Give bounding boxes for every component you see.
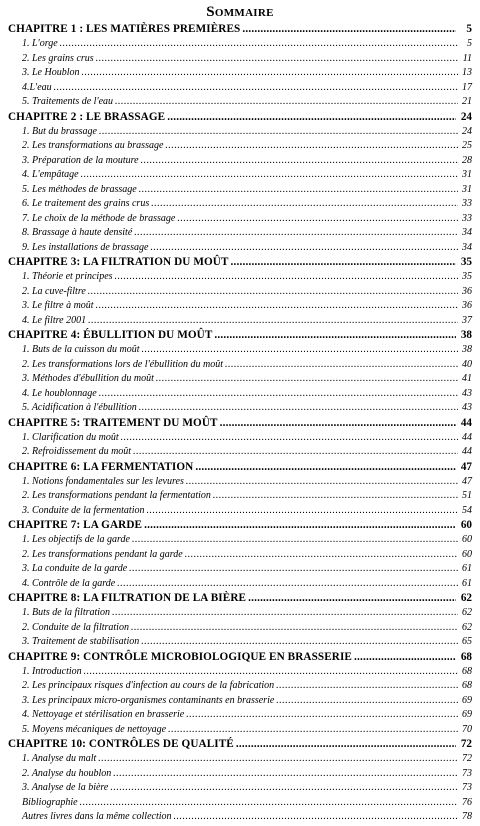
toc-entry[interactable] [8, 548, 472, 563]
entry-page-number: 78 [462, 811, 472, 822]
entry-page-number: 47 [462, 475, 472, 487]
entry-page-number: 21 [462, 96, 472, 107]
chapter-page-number: 68 [460, 650, 472, 663]
chapter-heading[interactable] [8, 110, 472, 125]
entry-title: 3. Traitement de stabilisation [22, 636, 140, 647]
dot-leader [185, 548, 458, 563]
toc-entry[interactable] [8, 767, 472, 782]
entry-page-number: 25 [462, 140, 472, 151]
entry-page-number: 17 [462, 81, 472, 93]
toc-entry[interactable] [8, 810, 472, 825]
entry-title: 2. Conduite de la filtration [22, 621, 129, 633]
toc-entry[interactable] [8, 52, 472, 67]
toc-entry[interactable] [8, 387, 472, 402]
dot-leader [115, 270, 458, 285]
dot-leader [276, 679, 458, 694]
dot-leader [88, 314, 458, 329]
dot-leader [112, 606, 458, 621]
dot-leader [213, 489, 458, 504]
dot-leader [81, 168, 458, 183]
entry-title: 1. Clarification du moût [22, 431, 119, 443]
entry-page-number: 44 [462, 431, 472, 443]
toc-entry[interactable] [8, 226, 472, 241]
entry-title: 3. Le Houblon [22, 67, 80, 78]
entry-title: 4. L'empâtage [22, 169, 79, 180]
toc-entry[interactable] [8, 212, 472, 227]
entry-page-number: 31 [462, 183, 472, 195]
entry-title: 2. Analyse du houblon [22, 767, 112, 779]
dot-leader [248, 591, 456, 606]
entry-title: 5. Les méthodes de brassage [22, 183, 137, 195]
dot-leader [132, 533, 458, 548]
dot-leader [98, 752, 458, 767]
toc-entry[interactable] [8, 723, 472, 738]
chapter-title: CHAPITRE 10: CONTRÔLES DE QUALITÉ [8, 738, 234, 750]
toc-entry[interactable] [8, 125, 472, 140]
dot-leader [168, 723, 458, 738]
entry-title: 4. Contrôle de la garde [22, 577, 116, 589]
chapter-title: CHAPITRE 8: LA FILTRATION DE LA BIÈRE [8, 592, 247, 604]
dot-leader [186, 475, 458, 490]
entry-title: 3. Le filtre à moût [22, 300, 94, 311]
toc-entry[interactable] [8, 533, 472, 548]
entry-title: 4. Nettoyage et stérilisation en brasserie [22, 709, 185, 720]
dot-leader [186, 708, 458, 723]
dot-leader [177, 212, 458, 227]
dot-leader [151, 197, 458, 212]
chapter-title: CHAPITRE 2 : LE BRASSAGE [8, 110, 166, 123]
entry-page-number: 36 [462, 300, 472, 311]
entry-page-number: 69 [462, 709, 472, 720]
dot-leader [82, 66, 459, 81]
chapter-heading[interactable] [8, 416, 472, 431]
entry-title: 2. Les transformations au brassage [22, 140, 164, 151]
toc-entry[interactable] [8, 489, 472, 504]
dot-leader [174, 810, 458, 825]
entry-page-number: 68 [462, 665, 472, 677]
entry-page-number: 43 [462, 387, 472, 399]
dot-leader [141, 635, 458, 650]
entry-title: 2. La cuve-filtre [22, 285, 86, 297]
toc-entry[interactable] [8, 781, 472, 796]
toc-entry[interactable] [8, 665, 472, 680]
chapter-page-number: 47 [460, 460, 472, 473]
chapter-heading[interactable] [8, 328, 472, 343]
dot-leader [133, 445, 458, 460]
dot-leader [220, 416, 456, 431]
entry-page-number: 65 [462, 636, 472, 647]
toc-entry[interactable] [8, 314, 472, 329]
chapter-title: CHAPITRE 6: LA FERMENTATION [8, 460, 194, 473]
chapter-page-number: 38 [460, 329, 472, 341]
entry-page-number: 37 [462, 314, 472, 326]
entry-page-number: 33 [462, 198, 472, 209]
toc-entry[interactable] [8, 475, 472, 490]
entry-page-number: 72 [462, 753, 472, 764]
dot-leader [134, 226, 458, 241]
dot-leader [113, 767, 458, 782]
entry-title: 3. Méthodes d'ébullition du moût [22, 373, 154, 384]
dot-leader [231, 255, 456, 270]
toc-title: Sommaire [206, 4, 274, 20]
dot-leader [141, 154, 458, 169]
dot-leader [88, 285, 458, 300]
toc-entry[interactable] [8, 401, 472, 416]
entry-page-number: 24 [462, 125, 472, 137]
entry-title: Autres livres dans la même collection [22, 811, 172, 822]
dot-leader [354, 650, 456, 665]
entry-page-number: 31 [462, 169, 472, 180]
entry-page-number: 73 [462, 782, 472, 793]
toc-entry[interactable] [8, 796, 472, 811]
dot-leader [139, 401, 458, 416]
toc-entry[interactable] [8, 445, 472, 460]
entry-page-number: 5 [467, 38, 472, 49]
entry-page-number: 62 [462, 621, 472, 633]
chapter-page-number: 24 [460, 110, 472, 123]
toc-entry[interactable] [8, 299, 472, 314]
entry-page-number: 61 [462, 577, 472, 589]
dot-leader [54, 81, 458, 96]
dot-leader [147, 504, 459, 519]
chapter-heading[interactable] [8, 518, 472, 533]
toc-entry[interactable] [8, 635, 472, 650]
entry-title: 8. Brassage à haute densité [22, 227, 133, 238]
dot-leader [99, 387, 458, 402]
entry-page-number: 61 [462, 563, 472, 574]
entry-title: 5. Moyens mécaniques de nettoyage [22, 723, 167, 735]
table-of-contents [8, 22, 472, 825]
entry-title: 3. Conduite de la fermentation [22, 504, 145, 516]
entry-page-number: 54 [462, 504, 472, 516]
entry-title: 1. Analyse du malt [22, 753, 97, 764]
entry-title: 1. Buts de la filtration [22, 607, 111, 618]
dot-leader [99, 125, 458, 140]
chapter-page-number: 62 [460, 592, 472, 604]
chapter-page-number: 72 [460, 738, 472, 750]
entry-title: 4. Le houblonnage [22, 387, 97, 399]
toc-entry[interactable] [8, 372, 472, 387]
toc-entry[interactable] [8, 168, 472, 183]
entry-title: 5. Traitements de l'eau [22, 96, 114, 107]
entry-title: 9. Les installations de brassage [22, 241, 149, 253]
toc-entry[interactable] [8, 343, 472, 358]
toc-entry[interactable] [8, 183, 472, 198]
entry-title: 3. Analyse de la bière [22, 782, 109, 793]
dot-leader [225, 358, 458, 373]
toc-entry[interactable] [8, 431, 472, 446]
toc-entry[interactable] [8, 708, 472, 723]
dot-leader [121, 431, 458, 446]
entry-title: 1. Buts de la cuisson du moût [22, 344, 140, 355]
entry-page-number: 28 [462, 154, 472, 166]
dot-leader [236, 737, 456, 752]
entry-title: 4. Le filtre 2001 [22, 314, 87, 326]
chapter-title: CHAPITRE 5: TRAITEMENT DU MOÛT [8, 416, 218, 429]
toc-entry[interactable] [8, 504, 472, 519]
dot-leader [139, 183, 458, 198]
entry-title: 7. Le choix de la méthode de brassage [22, 212, 176, 224]
entry-title: 2. Les grains crus [22, 52, 94, 64]
toc-entry[interactable] [8, 562, 472, 577]
dot-leader [129, 562, 458, 577]
chapter-heading[interactable] [8, 255, 472, 270]
toc-entry[interactable] [8, 285, 472, 300]
entry-page-number: 43 [462, 402, 472, 413]
chapter-title: CHAPITRE 7: LA GARDE [8, 519, 143, 531]
entry-page-number: 68 [462, 680, 472, 691]
dot-leader [150, 241, 458, 256]
toc-entry[interactable] [8, 81, 472, 96]
dot-leader [276, 694, 458, 709]
entry-title: 3. Préparation de la mouture [22, 154, 139, 166]
dot-leader [144, 518, 456, 533]
entry-page-number: 13 [462, 67, 472, 78]
dot-leader [110, 781, 458, 796]
entry-page-number: 73 [462, 767, 472, 779]
toc-entry[interactable] [8, 95, 472, 110]
entry-title: 3. La conduite de la garde [22, 563, 128, 574]
toc-entry[interactable] [8, 358, 472, 373]
chapter-page-number: 44 [460, 416, 472, 429]
entry-title: 2. Les transformations pendant la fermentation [22, 490, 211, 501]
toc-entry[interactable] [8, 241, 472, 256]
entry-title: 5. Acidification à l'ébullition [22, 402, 137, 413]
chapter-title: CHAPITRE 4: ÉBULLITION DU MOÛT [8, 329, 213, 341]
chapter-page-number: 35 [460, 256, 472, 268]
dot-leader [96, 52, 458, 67]
chapter-heading[interactable] [8, 22, 472, 37]
chapter-heading[interactable] [8, 460, 472, 475]
toc-entry[interactable] [8, 37, 472, 52]
dot-leader [131, 621, 458, 636]
entry-title: 1. Théorie et principes [22, 271, 113, 282]
entry-title: 1. Notions fondamentales sur les levures [22, 475, 184, 487]
dot-leader [165, 139, 458, 154]
entry-page-number: 11 [462, 52, 472, 64]
entry-page-number: 60 [462, 534, 472, 545]
entry-page-number: 62 [462, 607, 472, 618]
toc-entry[interactable] [8, 139, 472, 154]
toc-entry[interactable] [8, 694, 472, 709]
entry-page-number: 33 [462, 212, 472, 224]
dot-leader [242, 22, 456, 37]
dot-leader [214, 328, 456, 343]
toc-entry[interactable] [8, 679, 472, 694]
toc-entry[interactable] [8, 621, 472, 636]
toc-entry[interactable] [8, 197, 472, 212]
toc-entry[interactable] [8, 66, 472, 81]
entry-title: 1. But du brassage [22, 125, 97, 137]
entry-title: 6. Le traitement des grains crus [22, 198, 150, 209]
entry-page-number: 44 [462, 446, 472, 457]
entry-page-number: 60 [462, 548, 472, 560]
chapter-title: CHAPITRE 1 : LES MATIÈRES PREMIÈRES [8, 23, 241, 35]
chapter-page-number: 5 [466, 23, 472, 35]
toc-entry[interactable] [8, 752, 472, 767]
entry-title: 1. L'orge [22, 38, 58, 49]
entry-page-number: 69 [462, 694, 472, 706]
chapter-title: CHAPITRE 3: LA FILTRATION DU MOÛT [8, 256, 229, 268]
toc-entry[interactable] [8, 606, 472, 621]
entry-page-number: 34 [462, 241, 472, 253]
entry-page-number: 36 [462, 285, 472, 297]
dot-leader [84, 665, 458, 680]
entry-title: 4.L'eau [22, 81, 52, 93]
entry-page-number: 41 [462, 373, 472, 384]
dot-leader [80, 796, 458, 811]
dot-leader [96, 299, 458, 314]
dot-leader [60, 37, 458, 52]
entry-title: 2. Les principaux risques d'infection au cours de la fabrication [22, 680, 275, 691]
entry-title: 2. Refroidissement du moût [22, 446, 132, 457]
chapter-heading[interactable] [8, 737, 472, 752]
chapter-heading[interactable] [8, 591, 472, 606]
entry-page-number: 38 [462, 344, 472, 355]
chapter-page-number: 60 [460, 519, 472, 531]
entry-title: 3. Les principaux micro-organismes contaminants en brasserie [22, 694, 275, 706]
entry-page-number: 51 [462, 490, 472, 501]
dot-leader [117, 577, 458, 592]
chapter-heading[interactable] [8, 650, 472, 665]
dot-leader [142, 343, 459, 358]
entry-page-number: 40 [462, 358, 472, 370]
dot-leader [156, 372, 458, 387]
dot-leader [167, 110, 456, 125]
entry-title: 2. Les transformations pendant la garde [22, 548, 183, 560]
toc-entry[interactable] [8, 154, 472, 169]
entry-title: 1. Introduction [22, 665, 82, 677]
entry-page-number: 70 [462, 723, 472, 735]
entry-title: 2. Les transformations lors de l'ébullition du moût [22, 358, 224, 370]
entry-page-number: 34 [462, 227, 472, 238]
toc-entry[interactable] [8, 270, 472, 285]
entry-page-number: 35 [462, 271, 472, 282]
entry-title: Bibliographie [22, 796, 78, 808]
entry-page-number: 76 [462, 796, 472, 808]
dot-leader [115, 95, 458, 110]
chapter-title: CHAPITRE 9: CONTRÔLE MICROBIOLOGIQUE EN BRASSERIE [8, 650, 352, 663]
dot-leader [195, 460, 456, 475]
toc-entry[interactable] [8, 577, 472, 592]
entry-title: 1. Les objectifs de la garde [22, 534, 130, 545]
